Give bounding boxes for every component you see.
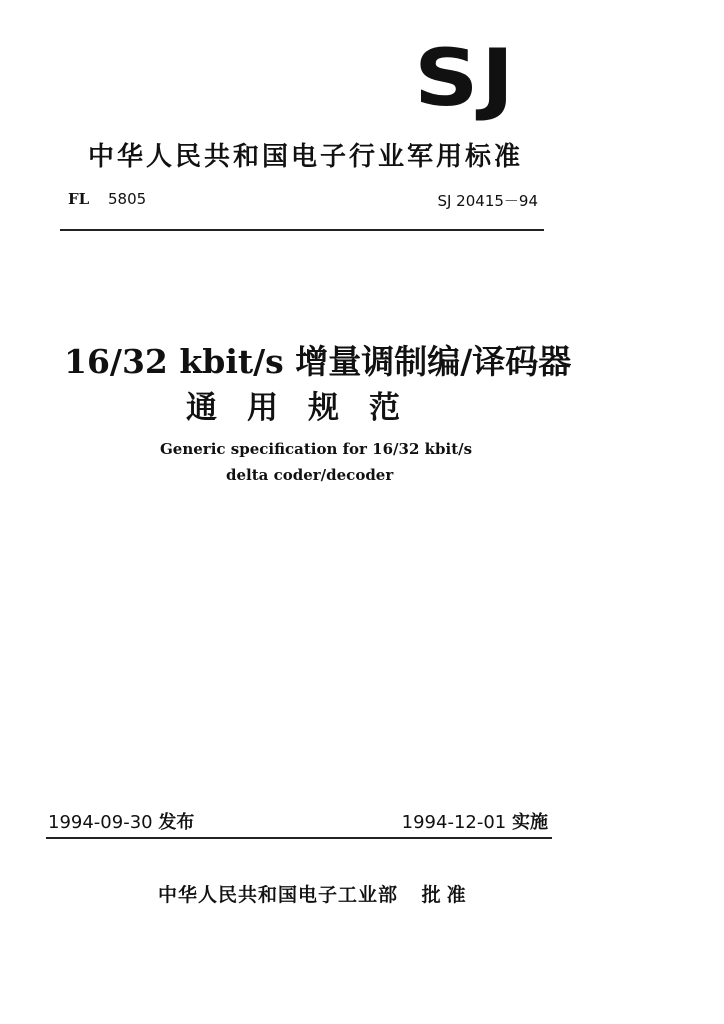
- fl-label: FL: [68, 190, 90, 208]
- approving-authority: [158, 880, 472, 907]
- publish-date: [48, 808, 194, 834]
- approve-label: 批准: [421, 884, 472, 906]
- title-latin-part: 16/32 kbit/s: [64, 342, 284, 381]
- document-subtitle: 通用规范: [186, 390, 430, 426]
- top-divider: [60, 229, 544, 231]
- effective-date-value: 1994-12-01: [401, 812, 507, 833]
- document-title: [64, 336, 571, 383]
- authority-name: 中华人民共和国电子工业部: [158, 884, 399, 906]
- english-title-line2: delta coder/decoder: [226, 466, 394, 484]
- fl-code: [68, 190, 146, 208]
- standard-category-title: 中华人民共和国电子行业军用标准: [88, 142, 524, 172]
- standard-code: SJ 20415－94: [437, 192, 538, 210]
- fl-number: 5805: [107, 190, 147, 208]
- publish-date-value: 1994-09-30: [48, 812, 153, 833]
- sj-logo: SJ: [414, 34, 517, 124]
- english-title-line1: Generic specification for 16/32 kbit/s: [160, 440, 473, 458]
- publish-label: 发布: [158, 812, 195, 833]
- effective-date: [402, 808, 548, 834]
- bottom-divider: [46, 837, 552, 839]
- title-cjk-part: 增量调制编/译码器: [295, 342, 572, 381]
- effective-label: 实施: [512, 812, 548, 833]
